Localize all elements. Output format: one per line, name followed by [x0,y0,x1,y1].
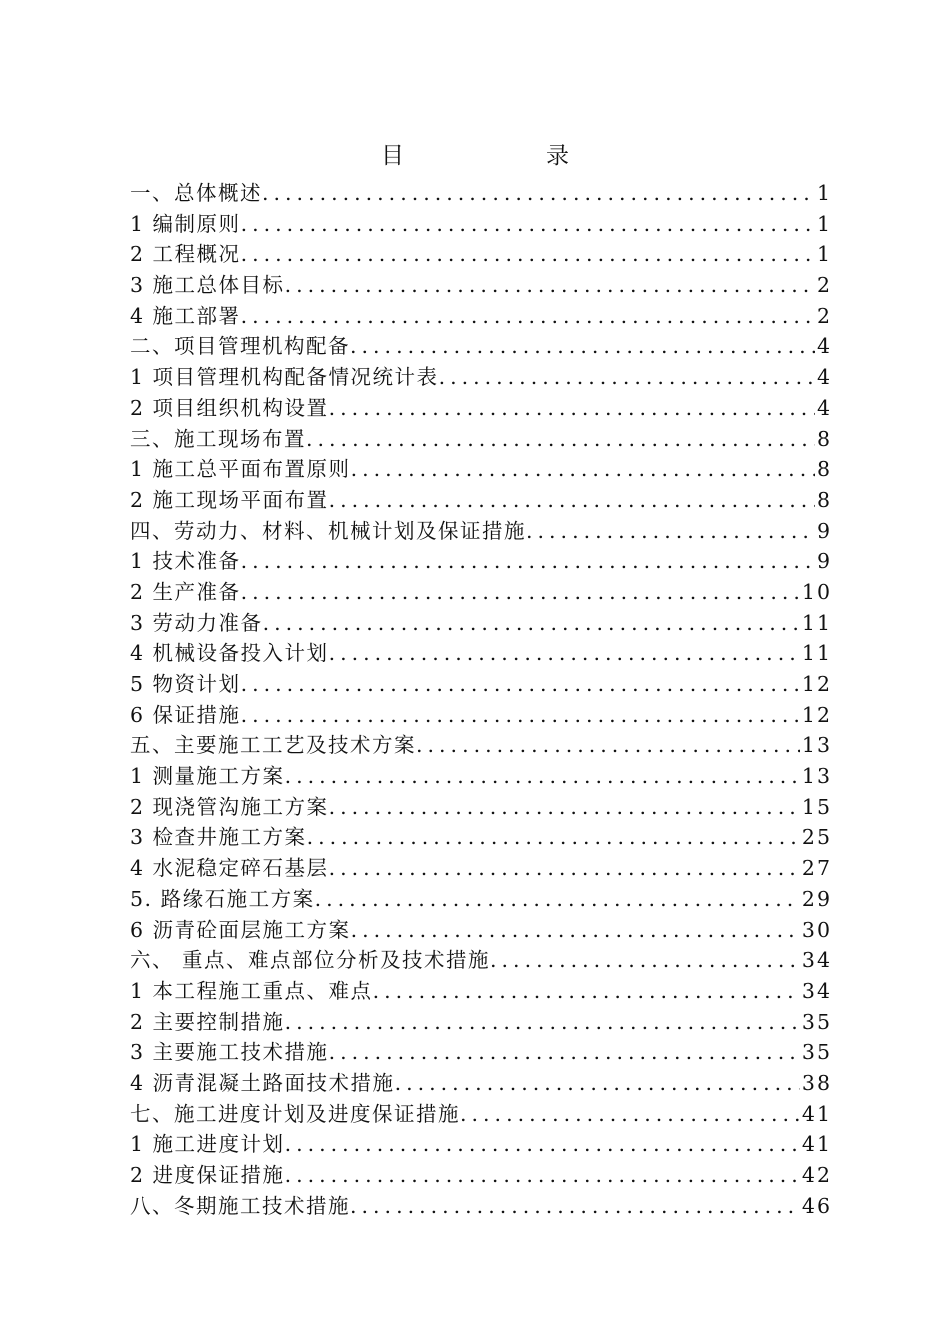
toc-entry-label: 1 本工程施工重点、难点 [130,978,373,1003]
toc-leader-dots [306,424,815,455]
toc-entry-page-number: 29 [801,886,832,911]
toc-entry-page-number: 1 [816,211,832,236]
toc-entry-label: 3 检查井施工方案 [130,825,307,850]
toc-entry-label: 六、 重点、难点部位分析及技术措施 [130,948,491,973]
toc-entry-page-number: 35 [801,1040,832,1065]
toc-entry-page-number: 34 [801,948,832,973]
toc-entry[interactable] [130,1099,832,1130]
toc-entry-label: 五、主要施工工艺及技术方案 [130,733,416,758]
toc-entry-label: 2 进度保证措施 [130,1163,285,1187]
toc-leader-dots [490,945,800,976]
toc-entry-page-number: 1 [816,181,832,205]
toc-leader-dots [373,976,800,1007]
toc-entry-label: 七、施工进度计划及进度保证措施 [130,1101,460,1126]
toc-entry-label: 二、项目管理机构配备 [130,334,350,359]
toc-entry-label: 2 项目组织机构设置 [130,395,329,420]
toc-entry-page-number: 11 [801,641,832,666]
toc-leader-dots [526,516,815,547]
toc-leader-dots [329,853,800,884]
toc-leader-dots [329,792,800,823]
toc-entry-page-number: 12 [801,672,832,696]
toc-entry-page-number: 13 [801,733,832,758]
toc-entry-label: 5 物资计划 [130,672,241,696]
toc-leader-dots [351,915,800,946]
toc-entry[interactable] [130,454,832,485]
toc-entry[interactable] [130,976,832,1007]
toc-entry-page-number: 1 [816,242,832,267]
toc-entry-page-number: 2 [816,273,832,298]
toc-entry-page-number: 8 [816,487,832,512]
toc-leader-dots [329,638,800,669]
toc-entry[interactable] [130,1191,832,1222]
toc-leader-dots [416,730,800,761]
toc-entry-label: 1 技术准备 [130,549,241,574]
toc-entry[interactable] [130,884,832,915]
toc-entry[interactable] [130,1068,832,1099]
toc-title-right: 录 [546,143,569,169]
toc-leader-dots [329,393,815,424]
toc-leader-dots [350,331,815,362]
toc-entry[interactable] [130,1037,832,1068]
toc-entry-label: 4 机械设备投入计划 [130,641,329,666]
toc-entry-label: 6 保证措施 [130,702,241,727]
toc-leader-dots [241,301,815,332]
toc-entry[interactable] [130,301,832,332]
toc-leader-dots [241,209,815,240]
toc-entry-label: 3 劳动力准备 [130,610,263,635]
toc-entry-label: 一、总体概述 [130,181,262,205]
toc-entry-label: 4 施工部署 [130,303,241,328]
toc-entry-page-number: 42 [801,1163,832,1187]
toc-entry[interactable] [130,393,832,424]
toc-entry[interactable] [130,178,832,209]
toc-leader-dots [285,761,800,792]
toc-entry-label: 2 施工现场平面布置 [130,487,329,512]
toc-leader-dots [285,1007,800,1038]
toc-leader-dots [439,362,815,393]
toc-entry-label: 1 测量施工方案 [130,764,285,789]
toc-title [0,138,950,174]
toc-entry[interactable] [130,485,832,516]
toc-entry[interactable] [130,577,832,608]
toc-entry-page-number: 11 [801,610,832,635]
toc-entry[interactable] [130,792,832,823]
toc-leader-dots [241,669,800,700]
toc-leader-dots [263,608,800,639]
toc-entry[interactable] [130,1007,832,1038]
toc-entry-page-number: 41 [801,1101,832,1126]
toc-entry[interactable] [130,270,832,301]
toc-entry-label: 5. 路缘石施工方案 [130,886,315,911]
toc-entry-label: 4 沥青混凝土路面技术措施 [130,1070,395,1095]
toc-entry-page-number: 15 [801,794,832,819]
toc-entry-page-number: 4 [816,395,832,420]
toc-entry-page-number: 35 [801,1009,832,1034]
toc-entry-page-number: 2 [816,303,832,328]
toc-entry[interactable] [130,853,832,884]
toc-entry[interactable] [130,362,832,393]
toc-entry[interactable] [130,516,832,547]
toc-leader-dots [285,1129,800,1160]
toc-entry-label: 6 沥青砼面层施工方案 [130,917,351,942]
toc-entry-label: 2 生产准备 [130,579,241,604]
toc-entry-page-number: 9 [816,518,832,543]
toc-entry-label: 1 编制原则 [130,211,241,236]
toc-entry-page-number: 12 [801,702,832,727]
toc-leader-dots [351,454,815,485]
toc-leader-dots [241,577,800,608]
toc-leader-dots [241,239,815,270]
toc-entry-label: 1 施工进度计划 [130,1132,285,1157]
toc-entry[interactable] [130,822,832,853]
toc-entry[interactable] [130,546,832,577]
toc-entry[interactable] [130,669,832,700]
toc-entry-page-number: 4 [816,334,832,359]
toc-entry-label: 四、劳动力、材料、机械计划及保证措施 [130,518,526,543]
toc-entry-page-number: 8 [816,426,832,451]
toc-leader-dots [315,884,800,915]
toc-entry[interactable] [130,915,832,946]
toc-entry-page-number: 38 [801,1070,832,1095]
toc-entry-page-number: 30 [801,917,832,942]
toc-entry[interactable] [130,424,832,455]
toc-entry-page-number: 46 [801,1193,832,1218]
toc-leader-dots [350,1191,800,1222]
toc-entry-page-number: 8 [816,457,832,482]
toc-list [130,178,832,1221]
toc-entry-page-number: 13 [801,764,832,789]
toc-entry[interactable] [130,209,832,240]
toc-entry-page-number: 34 [801,978,832,1003]
toc-entry[interactable] [130,331,832,362]
toc-entry[interactable] [130,761,832,792]
toc-title-left: 目 [381,143,404,169]
toc-entry[interactable] [130,700,832,731]
toc-entry-label: 1 项目管理机构配备情况统计表 [130,365,439,390]
toc-entry-page-number: 27 [801,856,832,881]
toc-leader-dots [395,1068,800,1099]
toc-leader-dots [460,1099,800,1130]
toc-entry[interactable] [130,608,832,639]
toc-entry[interactable] [130,945,832,976]
toc-entry-label: 三、施工现场布置 [130,426,306,451]
toc-leader-dots [329,1037,800,1068]
toc-entry-label: 2 工程概况 [130,242,241,267]
toc-entry[interactable] [130,730,832,761]
toc-leader-dots [285,270,815,301]
toc-entry-label: 3 主要施工技术措施 [130,1040,329,1065]
toc-leader-dots [307,822,800,853]
toc-leader-dots [241,546,815,577]
toc-entry[interactable] [130,239,832,270]
toc-leader-dots [262,178,815,209]
toc-entry-page-number: 41 [801,1132,832,1157]
toc-entry-label: 3 施工总体目标 [130,273,285,298]
toc-entry-page-number: 9 [816,549,832,574]
toc-entry-label: 2 现浇管沟施工方案 [130,794,329,819]
toc-entry-label: 4 水泥稳定碎石基层 [130,856,329,881]
toc-entry[interactable] [130,1129,832,1160]
toc-entry-label: 2 主要控制措施 [130,1009,285,1034]
toc-leader-dots [241,700,800,731]
toc-entry-label: 1 施工总平面布置原则 [130,457,351,482]
toc-entry-page-number: 4 [816,365,832,390]
toc-entry[interactable] [130,638,832,669]
toc-entry-label: 八、冬期施工技术措施 [130,1193,350,1218]
toc-leader-dots [285,1160,800,1191]
toc-entry-page-number: 25 [801,825,832,850]
toc-entry[interactable] [130,1160,832,1191]
toc-leader-dots [329,485,815,516]
toc-entry-page-number: 10 [801,579,832,604]
